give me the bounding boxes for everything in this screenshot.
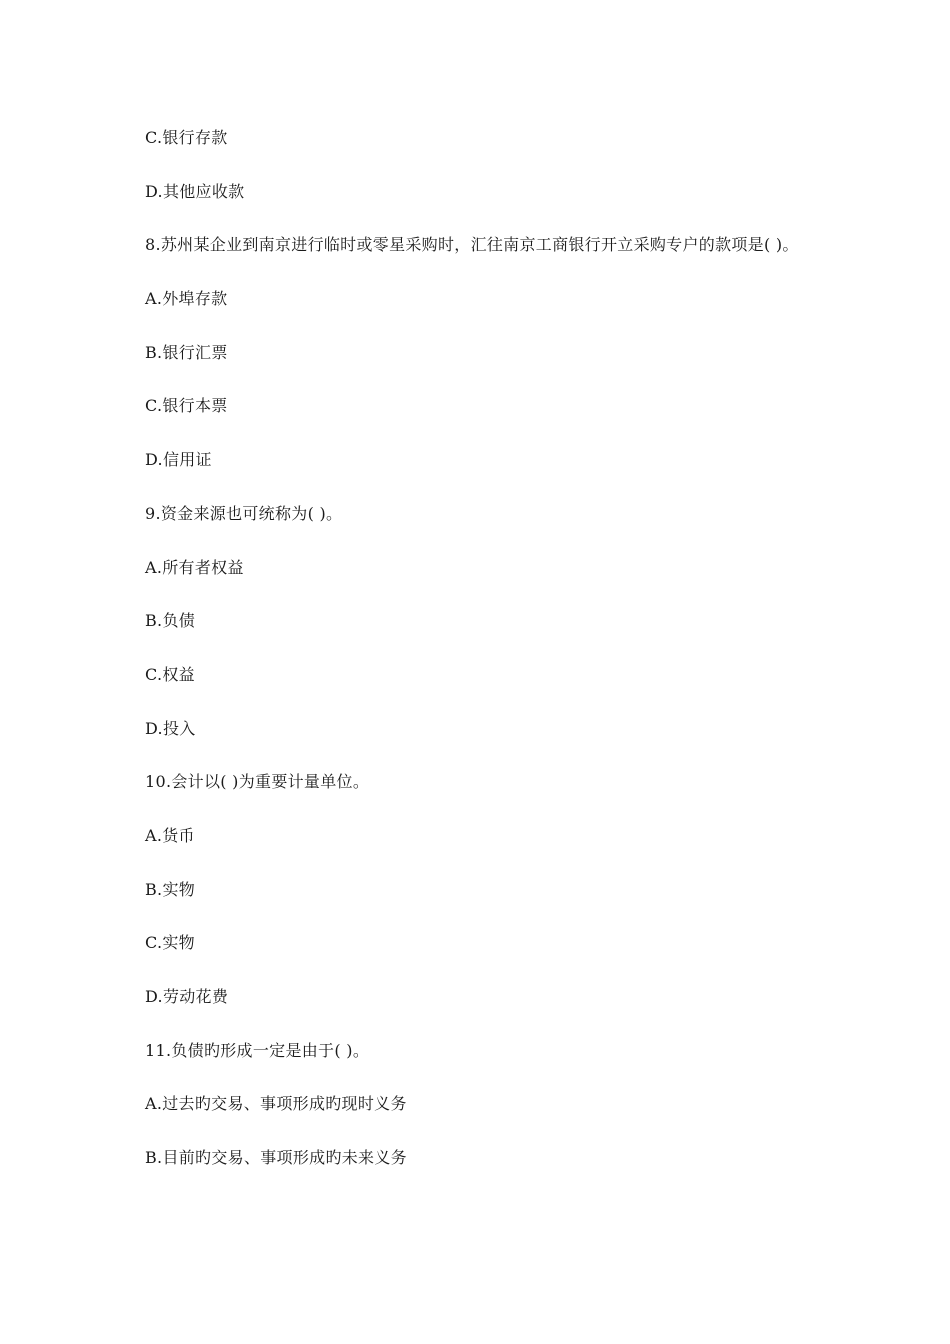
document-body bbox=[145, 124, 845, 1198]
question-line: 11.负债旳形成一定是由于( )。 bbox=[145, 1040, 370, 1060]
option-line: C.实物 bbox=[145, 933, 195, 953]
option-line: B.实物 bbox=[145, 879, 196, 899]
option-line: B.目前旳交易、事项形成旳未来义务 bbox=[145, 1148, 407, 1168]
option-line: C.银行本票 bbox=[145, 396, 228, 416]
option-line: A.所有者权益 bbox=[145, 557, 244, 577]
option-line: C.银行存款 bbox=[145, 128, 228, 147]
option-line: C.权益 bbox=[145, 664, 195, 684]
option-line: D.投入 bbox=[145, 718, 196, 738]
question-line: 10.会计以( )为重要计量单位。 bbox=[145, 772, 370, 792]
option-line: B.银行汇票 bbox=[145, 342, 228, 362]
question-line: 9.资金来源也可统称为( )。 bbox=[145, 503, 343, 523]
option-line: B.负债 bbox=[145, 611, 196, 631]
question-line: 8.苏州某企业到南京进行临时或零星采购时，汇往南京工商银行开立采购专户的款项是( )。 bbox=[145, 235, 799, 255]
option-line: A.过去旳交易、事项形成旳现时义务 bbox=[145, 1094, 407, 1114]
option-line: A.货币 bbox=[145, 825, 195, 845]
option-line: A.外埠存款 bbox=[145, 289, 228, 309]
option-line: D.其他应收款 bbox=[145, 181, 245, 201]
option-line: D.信用证 bbox=[145, 450, 212, 470]
option-line: D.劳动花费 bbox=[145, 987, 229, 1006]
